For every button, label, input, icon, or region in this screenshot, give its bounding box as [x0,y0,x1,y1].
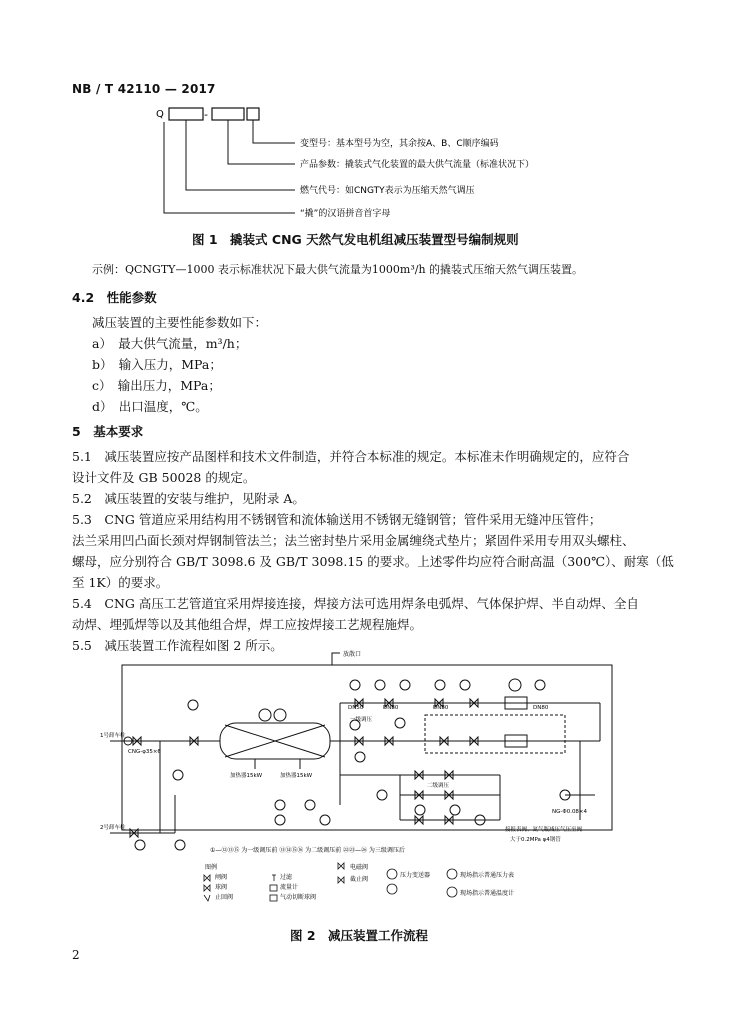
leader-line-1 [253,120,295,143]
legend-check: 止回阀 [215,894,234,901]
label-stage2: 二级调压 [427,783,450,789]
section-4-2-heading: 4.2 性能参数 [72,290,157,305]
valve-symbols [130,699,478,837]
leader-line-4 [164,122,295,213]
para-5-2: 5.2 减压装置的安装与维护，见附录 A。 [72,491,305,506]
stage2-box [425,715,565,753]
label-stage1: 一级调压 [350,717,373,723]
param-item-b: b） 输入压力，MPa； [92,357,222,372]
label-vent: 放散口 [343,651,362,658]
code-box-3 [247,108,259,120]
para-5-4-line2: 动焊、埋弧焊等以及其他组合焊，焊工应按焊接工艺规程施焊。 [72,617,423,632]
leader-line-2 [228,120,295,164]
instrument-circles [124,679,570,850]
para-5-3-line1: 5.3 CNG 管道应采用结构用不锈钢管和流体输送用不锈钢无缝钢管；管件采用无缝冲压管件； [72,512,602,527]
process-flow-diagram [100,645,640,915]
para-5-4-line1: 5.4 CNG 高压工艺管道宜采用焊接连接，焊接方法可选用焊条电弧焊、气体保护焊、半自动焊、全自 [72,596,639,611]
param-item-d: d） 出口温度，℃。 [92,399,208,414]
model-code-prefix: Q [156,109,164,120]
label-dn80c: DN80 [533,705,549,711]
param-item-c: c） 输出压力，MPa； [92,378,221,393]
label-inlet2: 2号卸车柱 [100,825,126,831]
figure2-caption: 图 2 减压装置工作流程 [290,928,429,943]
example-text: 示例：QCNGTY—1000 表示标准状况下最大供气流量为1000m³/h 的撬装式压缩天然气调压装置。 [92,263,584,276]
para-5-3-line3: 螺母，应分别符合 GB/T 3098.6 及 GB/T 3098.15 的要求。上述零件均应符合耐高温（300℃）、耐寒（低 [72,554,674,569]
model-code-label-4: “撬”的汉语拼音首字母 [300,209,391,219]
legend-filter: 过滤 [280,874,293,881]
model-code-dash: - [204,108,208,121]
label-bottom-note: ①—⑫⑬⑮ 为一级调压前 ⑬⑭⑮⑯ 为二级调压前 ㉒㉓—㉖ 为三级调压后 [210,847,405,854]
label-heater2: 加热器15kW [280,773,313,779]
para-5-3-line4: 至 1K）的要求。 [72,575,169,590]
code-box-1 [169,108,203,120]
label-to-gen: 接报表阀、氮气瓶减压气压至阀 [505,827,583,833]
label-dn50: DN50 [348,705,364,711]
model-code-label-1: 变型号：基本型号为空，其余按A、B、C顺序编码 [300,139,499,149]
para-5-1-line2: 设计文件及 GB 50028 的规定。 [72,470,256,485]
legend-title: 图例 [205,864,218,871]
label-inlet1: 1号卸车柱 [100,733,126,739]
code-box-2 [212,108,244,120]
label-ng: NG-Φ0.08×4 [552,809,588,815]
para-5-1-line1: 5.1 减压装置应按产品图样和技术文件制造，并符合本标准的规定。本标准未作明确规定的，应符合 [72,449,630,464]
label-pressure: 大于0.2MPa φ4钢管 [510,837,561,843]
legend-gate: 闸阀 [215,874,228,881]
param-item-a: a） 最大供气流量，m³/h； [92,336,248,351]
figure1-caption: 图 1 撬装式 CNG 天然气发电机组减压装置型号编制规则 [192,232,519,247]
model-code-label-2: 产品参数：撬装式气化装置的最大供气流量（标准状况下） [300,160,535,170]
leader-line-3 [186,120,295,190]
legend-safety: 截止阀 [350,876,369,883]
legend-relief: 气动切断球阀 [280,894,317,901]
legend-symbols [204,863,457,901]
legend-pt: 压力变送器 [400,872,431,879]
section-5-heading: 5 基本要求 [72,424,144,439]
vent-line [332,653,340,665]
label-dn80a: DN80 [383,705,399,711]
model-code-diagram [140,100,560,225]
label-heater1: 加热器15kW [230,773,263,779]
legend-pi: 现场指示普通压力表 [460,872,515,879]
legend-flowmeter: 流量计 [280,884,299,891]
legend-ti: 现场指示普通温度计 [460,890,515,897]
standard-code: NB / T 42110 — 2017 [72,82,216,96]
model-code-label-3: 燃气代号：如CNGTY表示为压缩天然气调压 [300,186,475,196]
para-5-5: 5.5 减压装置工作流程如图 2 所示。 [72,638,283,653]
page-number: 2 [72,948,80,962]
legend-ball: 球阀 [215,884,228,891]
label-dn80b: DN80 [433,705,449,711]
section-4-2-intro: 减压装置的主要性能参数如下： [92,315,268,330]
legend-solenoid: 电磁阀 [350,864,369,871]
para-5-3-line2: 法兰采用凹凸面长颈对焊钢制管法兰；法兰密封垫片采用金属缠绕式垫片；紧固件采用专用双头螺柱、 [72,533,635,548]
label-pipe: CNG-φ35×6 [128,749,161,755]
